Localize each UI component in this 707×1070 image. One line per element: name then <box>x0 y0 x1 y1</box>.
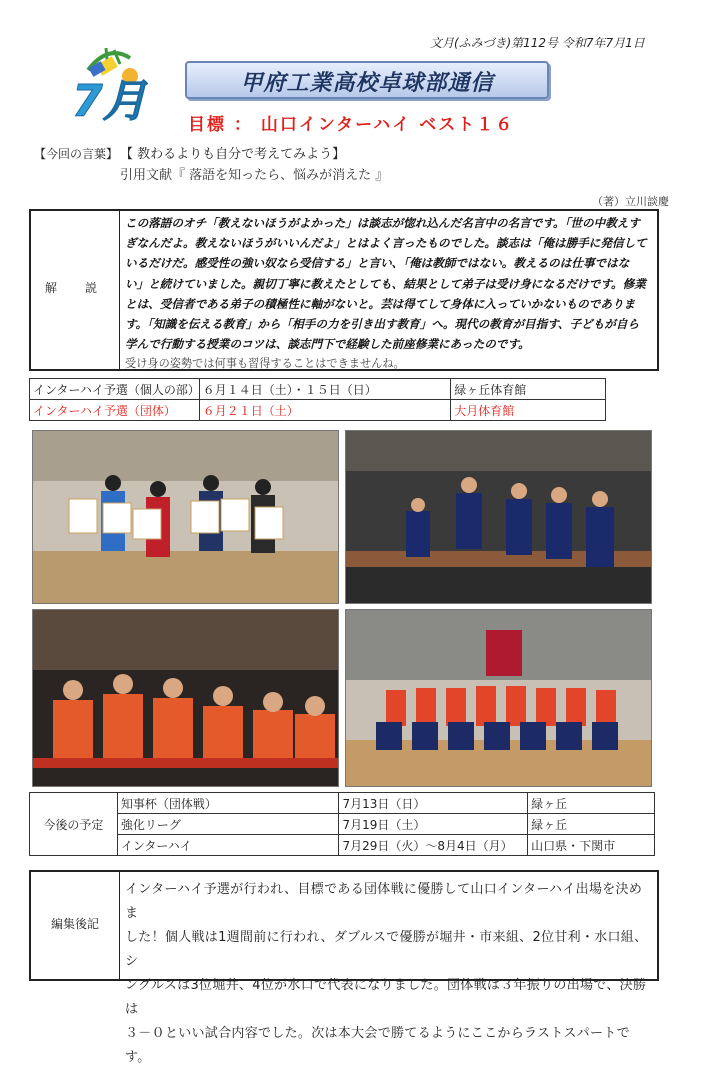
schedule-event: インターハイ予選（団体） <box>30 400 200 421</box>
future-event: インターハイ <box>117 835 339 856</box>
future-venue: 緑ヶ丘 <box>528 814 655 835</box>
goal-heading: 目標 ： 山口インターハイ ベスト１６ <box>188 115 515 135</box>
editor-line: ３－０といい試合内容でした。次は本大会で勝てるようにここからラストスパートです。 <box>125 1026 630 1065</box>
future-date: 7月29日（火）～8月4日（月） <box>339 835 528 856</box>
future-event: 知事杯（団体戦） <box>117 793 339 814</box>
future-venue: 山口県・下関市 <box>528 835 655 856</box>
photo-individual-winners <box>32 430 339 604</box>
future-date: 7月19日（土） <box>339 814 528 835</box>
future-schedule-table <box>29 792 655 856</box>
quote-text: 【 教わるよりも自分で考えてみよう】 <box>120 147 346 162</box>
page-title: 甲府工業高校卓球部通信 <box>240 71 494 96</box>
explanation-last-line: 受け身の姿勢では何事も習得することはできませんね。 <box>125 357 405 371</box>
future-label: 今後の予定 <box>30 793 118 856</box>
table-row <box>30 379 606 400</box>
table-row <box>30 814 655 835</box>
photo-bench <box>32 609 339 787</box>
explanation-line: とは、受信者である弟子の積極性に軸がないと。芸は得てして身体に入っていかないものでありま <box>125 296 636 311</box>
issue-line: 文月(ふみづき)第112号 令和7年7月1日 <box>430 36 645 50</box>
explanation-line: この落語のオチ「教えないほうがよかった」は談志が惚れ込んだ名言中の名言です。「世の中教えす <box>125 216 640 230</box>
quote-author: （著）立川談慶 <box>592 195 669 208</box>
editor-body <box>119 878 657 1070</box>
month-logo <box>68 40 148 122</box>
schedule-venue: 大月体育館 <box>451 400 606 421</box>
explanation-box <box>29 209 659 371</box>
editor-note-box <box>29 870 659 1065</box>
table-row <box>30 835 655 856</box>
schedule-date: ６月２１日（土） <box>199 400 451 421</box>
editor-label: 編集後記 <box>50 917 99 931</box>
quote-label: 【今回の言葉】 <box>34 147 119 161</box>
future-venue: 緑ヶ丘 <box>528 793 655 814</box>
future-event: 強化リーグ <box>117 814 339 835</box>
explanation-body <box>119 211 657 377</box>
table-row <box>30 793 655 814</box>
schedule-table <box>29 378 606 421</box>
explanation-line: いるだけだ。感受性の強い奴なら受信する」と言い、「俺は教師ではない。教えるのは仕事ではな <box>125 256 630 271</box>
explanation-line: ぎなんだよ。教えないほうがいいんだよ」とはよく言ったものでした。談志は「俺は勝手に発信して <box>125 236 647 251</box>
explanation-line: い」と続けていました。親切丁寧に教えたとしても、結果として弟子は受け身になるだけです。修業 <box>125 276 646 291</box>
editor-line: ングルスは3位堀井、4位が水口で代表になりました。団体戦は３年振りの出場で、決勝は <box>125 978 647 1017</box>
title-banner <box>185 61 549 99</box>
schedule-venue: 緑ヶ丘体育館 <box>451 379 606 400</box>
photo-team-cheer <box>345 430 652 604</box>
photo-team-group <box>345 609 652 787</box>
schedule-event: インターハイ予選（個人の部） <box>30 379 200 400</box>
explanation-label-cell <box>31 211 120 369</box>
table-row <box>30 400 606 421</box>
explanation-line: 学んで行動する授業のコツは、談志門下で経験した前座修業にあったのです。 <box>125 337 530 352</box>
future-date: 7月13日（日） <box>339 793 528 814</box>
explanation-line: す。「知識を伝える教育」から「相手の力を引き出す教育」へ。現代の教育が目指す、子どもが自ら <box>125 317 640 332</box>
logo-text: 7月 <box>72 76 147 122</box>
editor-line: した！個人戦は1週間前に行われ、ダブルスで優勝が堀井・市来組、2位甘利・水口組、シ <box>125 930 648 969</box>
editor-label-cell <box>31 872 120 979</box>
quote-source: 引用文献『 落語を知ったら、悩みが消えた 』 <box>120 168 389 183</box>
editor-line: インターハイ予選が行われ、目標である団体戦に優勝して山口インターハイ出場を決めま <box>125 882 643 921</box>
schedule-date: ６月１４日（土）・１５日（日） <box>199 379 451 400</box>
explanation-label: 解 説 <box>44 281 105 295</box>
